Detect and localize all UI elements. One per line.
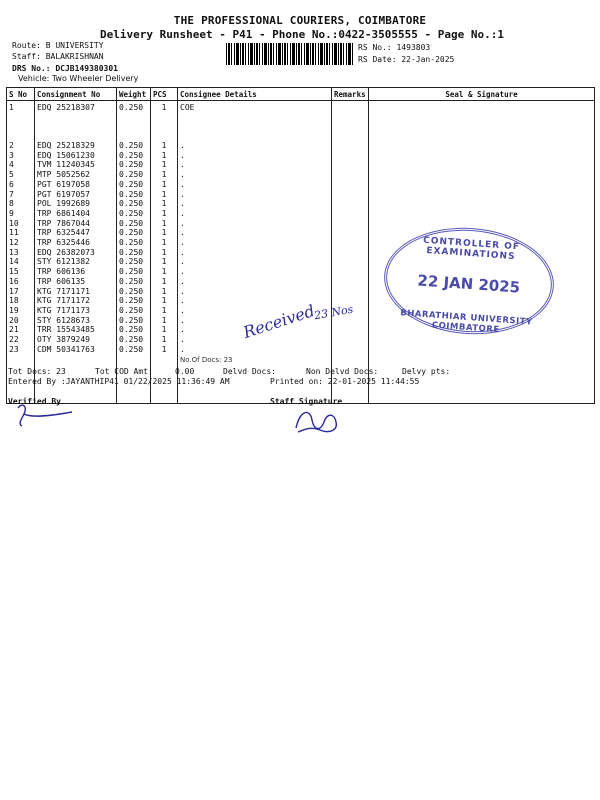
table-row-first xyxy=(7,101,595,142)
row-weight: 0.250 xyxy=(119,150,144,160)
row-pcs: 1 xyxy=(161,335,167,345)
row-consignment: TRP 606135 xyxy=(37,276,86,286)
row-details: . xyxy=(180,228,185,238)
document-subtitle: Delivery Runsheet - P41 - Phone No.:0422-3505555 - Page No.:1 xyxy=(100,28,504,41)
row-consignment: TRP 6325447 xyxy=(37,228,90,238)
row-details: . xyxy=(180,296,185,306)
row-details: . xyxy=(180,179,185,189)
row-details: . xyxy=(180,189,185,199)
row-details: . xyxy=(180,344,185,354)
row-consignment: TRP 7867044 xyxy=(37,218,90,228)
total-cod-value: 0.00 xyxy=(175,367,195,376)
row-consignment: KTG 7171172 xyxy=(37,296,90,306)
row-pcs: 1 xyxy=(161,247,167,257)
header-consignment: Consignment No xyxy=(35,88,117,101)
received-count-handwriting: 23 Nos xyxy=(313,302,355,323)
row-details: . xyxy=(180,315,185,325)
row-pcs: 1 xyxy=(161,267,167,277)
staff-signature xyxy=(290,404,350,436)
row-weight: 0.250 xyxy=(119,238,144,248)
row-consignment: OTY 3879249 xyxy=(37,335,90,345)
cell-details: COE xyxy=(178,101,332,142)
row-consignment: STY 6128673 xyxy=(37,315,90,325)
verified-by-label: Verified By xyxy=(8,397,61,406)
printed-on: Printed on: 22-01-2025 11:44:55 xyxy=(270,377,420,386)
table-header-row xyxy=(7,88,595,101)
row-weight: 0.250 xyxy=(119,296,144,306)
header-pcs: PCS xyxy=(151,88,178,101)
row-details: . xyxy=(180,325,185,335)
row-sno: 12 xyxy=(9,238,19,248)
row-weight: 0.250 xyxy=(119,218,144,228)
row-weight: 0.250 xyxy=(119,179,144,189)
row-weight: 0.250 xyxy=(119,228,144,238)
document-title: THE PROFESSIONAL COURIERS, COIMBATORE xyxy=(173,14,427,27)
delivered-docs: Delvd Docs: xyxy=(223,367,276,376)
row-sno: 7 xyxy=(9,189,14,199)
row-weight: 0.250 xyxy=(119,335,144,345)
row-sno: 19 xyxy=(9,305,19,315)
row-weight: 0.250 xyxy=(119,170,144,180)
row-sno: 5 xyxy=(9,170,14,180)
row-consignment: KTG 7171171 xyxy=(37,286,90,296)
row-pcs: 1 xyxy=(161,189,167,199)
row-consignment: EDQ 15061230 xyxy=(37,150,95,160)
row-consignment: MTP 5052562 xyxy=(37,170,90,180)
row-details: . xyxy=(180,335,185,345)
row-consignment: TRP 6325446 xyxy=(37,238,90,248)
row-sno: 18 xyxy=(9,296,19,306)
delivery-points: Delvy pts: xyxy=(402,367,451,376)
header-weight: Weight xyxy=(117,88,151,101)
row-consignment: PGT 6197057 xyxy=(37,189,90,199)
row-pcs: 1 xyxy=(161,218,167,228)
row-weight: 0.250 xyxy=(119,286,144,296)
total-cod-label: Tot COD Amt: xyxy=(95,367,153,376)
row-weight: 0.250 xyxy=(119,325,144,335)
row-details: . xyxy=(180,208,185,218)
row-weight: 0.250 xyxy=(119,199,144,209)
row-weight: 0.250 xyxy=(119,267,144,277)
row-pcs: 1 xyxy=(161,325,167,335)
row-sno: 21 xyxy=(9,325,19,335)
row-consignment: TRR 15543485 xyxy=(37,325,95,335)
staff-text: Staff: BALAKRISHNAN xyxy=(12,52,104,61)
row-details: . xyxy=(180,170,185,180)
col-consignment xyxy=(35,141,117,404)
row-sno: 6 xyxy=(9,179,14,189)
row-pcs: 1 xyxy=(161,315,167,325)
row-pcs: 1 xyxy=(161,208,167,218)
col-remarks xyxy=(332,141,369,404)
row-details: . xyxy=(180,218,185,228)
row-consignment: TVM 11240345 xyxy=(37,160,95,170)
staff-signature-label: Staff Signature xyxy=(270,397,343,406)
barcode xyxy=(226,43,354,65)
header-seal: Seal & Signature xyxy=(369,88,595,101)
row-details: . xyxy=(180,238,185,248)
row-consignment: STY 6121382 xyxy=(37,257,90,267)
cell-remarks xyxy=(332,101,369,142)
cell-pcs: 1 xyxy=(151,101,178,142)
row-details: . xyxy=(180,247,185,257)
row-sno: 2 xyxy=(9,141,14,150)
row-sno: 9 xyxy=(9,208,14,218)
row-details: . xyxy=(180,160,185,170)
row-consignment: KTG 7171173 xyxy=(37,305,90,315)
row-weight: 0.250 xyxy=(119,344,144,354)
row-details: . xyxy=(180,141,185,150)
row-consignment: PGT 6197058 xyxy=(37,179,90,189)
row-weight: 0.250 xyxy=(119,189,144,199)
cell-sno: 1 xyxy=(7,101,35,142)
cell-seal xyxy=(369,101,595,142)
row-consignment: POL 1992689 xyxy=(37,199,90,209)
rs-date: RS Date: 22-Jan-2025 xyxy=(358,55,455,64)
row-pcs: 1 xyxy=(161,160,167,170)
row-consignment: TRP 606136 xyxy=(37,267,86,277)
total-docs: Tot Docs: 23 xyxy=(8,367,66,376)
row-sno: 10 xyxy=(9,218,19,228)
stamp-bottom-text: BHARATHIAR UNIVERSITY COIMBATORE xyxy=(399,308,533,336)
row-pcs: 1 xyxy=(161,141,167,150)
vehicle-text: Vehicle: Two Wheeler Delivery xyxy=(18,74,139,83)
received-handwriting: Received xyxy=(240,301,317,342)
header-remarks: Remarks xyxy=(332,88,369,101)
row-consignment: CDM 50341763 xyxy=(37,344,95,354)
row-details: . xyxy=(180,257,185,267)
verifier-signature xyxy=(10,400,80,430)
row-pcs: 1 xyxy=(161,179,167,189)
row-sno: 11 xyxy=(9,228,19,238)
row-details: . xyxy=(180,150,185,160)
row-sno: 8 xyxy=(9,199,14,209)
row-details: . xyxy=(180,199,185,209)
row-pcs: 1 xyxy=(161,276,167,286)
row-pcs: 1 xyxy=(161,286,167,296)
entered-by: Entered By :JAYANTHIP41 01/22/2025 11:36:49 AM xyxy=(8,377,230,386)
row-consignment: EDQ 25218329 xyxy=(37,141,95,150)
no-of-docs: No.Of Docs: 23 xyxy=(180,356,233,365)
row-pcs: 1 xyxy=(161,170,167,180)
row-sno: 23 xyxy=(9,344,19,354)
row-sno: 22 xyxy=(9,335,19,345)
header-sno: S No xyxy=(7,88,35,101)
row-weight: 0.250 xyxy=(119,305,144,315)
row-consignment: EDQ 26382073 xyxy=(37,247,95,257)
col-weight xyxy=(117,141,151,404)
row-sno: 17 xyxy=(9,286,19,296)
row-weight: 0.250 xyxy=(119,276,144,286)
row-weight: 0.250 xyxy=(119,257,144,267)
row-pcs: 1 xyxy=(161,305,167,315)
cell-weight: 0.250 xyxy=(117,101,151,142)
row-sno: 14 xyxy=(9,257,19,267)
row-consignment: TRP 6861404 xyxy=(37,208,90,218)
row-pcs: 1 xyxy=(161,257,167,267)
row-details: . xyxy=(180,305,185,315)
row-pcs: 1 xyxy=(161,296,167,306)
col-details xyxy=(178,141,332,404)
row-details: . xyxy=(180,286,185,296)
row-sno: 3 xyxy=(9,150,14,160)
row-sno: 13 xyxy=(9,247,19,257)
row-weight: 0.250 xyxy=(119,141,144,150)
stamp-top-text: CONTROLLER OF EXAMINATIONS xyxy=(422,235,521,263)
row-pcs: 1 xyxy=(161,344,167,354)
header-consignee: Consignee Details xyxy=(178,88,332,101)
row-pcs: 1 xyxy=(161,228,167,238)
row-sno: 20 xyxy=(9,315,19,325)
col-pcs xyxy=(151,141,178,404)
row-weight: 0.250 xyxy=(119,247,144,257)
route-text: Route: B UNIVERSITY xyxy=(12,41,104,50)
row-sno: 15 xyxy=(9,267,19,277)
row-weight: 0.250 xyxy=(119,160,144,170)
row-details: . xyxy=(180,276,185,286)
row-weight: 0.250 xyxy=(119,315,144,325)
row-pcs: 1 xyxy=(161,238,167,248)
row-sno: 16 xyxy=(9,276,19,286)
row-sno: 4 xyxy=(9,160,14,170)
non-delivered-docs: Non Delvd Docs: xyxy=(306,367,379,376)
cell-consignment: EDQ 25218307 xyxy=(35,101,117,142)
row-details: . xyxy=(180,267,185,277)
drs-number: DRS No.: DCJB149380301 xyxy=(12,64,118,73)
col-sno xyxy=(7,141,35,404)
row-pcs: 1 xyxy=(161,199,167,209)
row-weight: 0.250 xyxy=(119,208,144,218)
row-pcs: 1 xyxy=(161,150,167,160)
stamp-date: 22 JAN 2025 xyxy=(416,271,521,297)
rs-number: RS No.: 1493803 xyxy=(358,43,431,52)
